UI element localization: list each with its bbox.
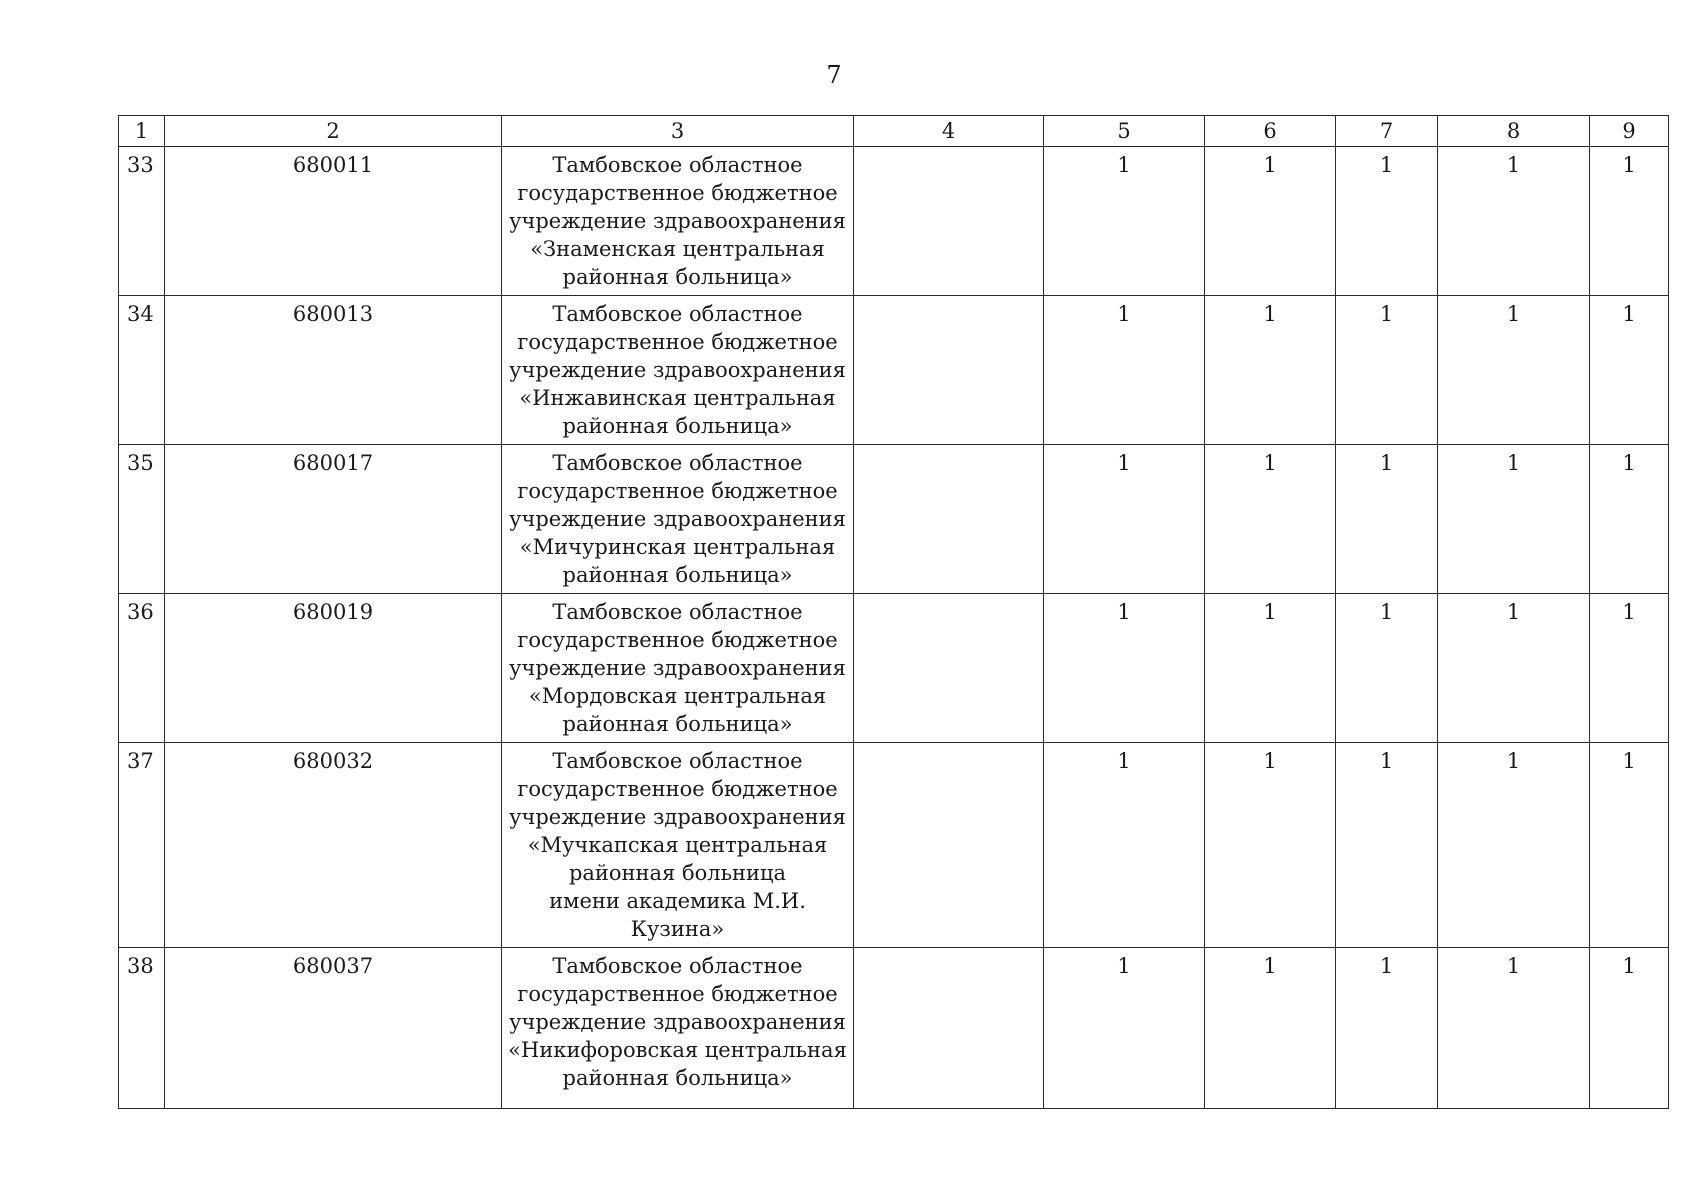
org-name-line: районная больница» bbox=[562, 414, 793, 438]
org-name-line: Тамбовское областное bbox=[552, 302, 803, 326]
col-4-cell bbox=[854, 594, 1044, 743]
col-7-cell: 1 bbox=[1336, 948, 1438, 1109]
col-8-cell: 1 bbox=[1438, 296, 1590, 445]
org-name-line: государственное бюджетное bbox=[517, 777, 838, 801]
col-5-cell: 1 bbox=[1044, 743, 1205, 948]
col-5-cell: 1 bbox=[1044, 594, 1205, 743]
row-number: 35 bbox=[119, 445, 165, 594]
org-name bbox=[502, 296, 854, 445]
org-name-line: учреждение здравоохранения bbox=[509, 209, 846, 233]
org-name-line: учреждение здравоохранения bbox=[509, 358, 846, 382]
org-name-line: имени академика М.И. Кузина» bbox=[549, 889, 806, 941]
col-6-cell: 1 bbox=[1205, 743, 1336, 948]
org-code: 680013 bbox=[165, 296, 502, 445]
row-number: 37 bbox=[119, 743, 165, 948]
org-name-line: учреждение здравоохранения bbox=[509, 1010, 846, 1034]
col-9-cell: 1 bbox=[1590, 296, 1669, 445]
org-name-line: районная больница» bbox=[562, 563, 793, 587]
header-col-1: 1 bbox=[119, 116, 165, 147]
org-name-line: «Инжавинская центральная bbox=[519, 386, 836, 410]
header-col-2: 2 bbox=[165, 116, 502, 147]
org-name bbox=[502, 594, 854, 743]
col-9-cell: 1 bbox=[1590, 948, 1669, 1109]
org-name-line: государственное бюджетное bbox=[517, 181, 838, 205]
col-8-cell: 1 bbox=[1438, 743, 1590, 948]
org-name-line: районная больница» bbox=[562, 712, 793, 736]
col-8-cell: 1 bbox=[1438, 445, 1590, 594]
row-number: 36 bbox=[119, 594, 165, 743]
col-6-cell: 1 bbox=[1205, 147, 1336, 296]
org-name bbox=[502, 948, 854, 1109]
org-name bbox=[502, 147, 854, 296]
row-number: 34 bbox=[119, 296, 165, 445]
org-name bbox=[502, 445, 854, 594]
table-row bbox=[119, 594, 1669, 743]
org-name-line: Тамбовское областное bbox=[552, 600, 803, 624]
col-8-cell: 1 bbox=[1438, 948, 1590, 1109]
col-4-cell bbox=[854, 147, 1044, 296]
col-9-cell: 1 bbox=[1590, 594, 1669, 743]
header-col-5: 5 bbox=[1044, 116, 1205, 147]
col-6-cell: 1 bbox=[1205, 296, 1336, 445]
org-name-line: учреждение здравоохранения bbox=[509, 656, 846, 680]
org-name-line: государственное бюджетное bbox=[517, 982, 838, 1006]
org-code: 680019 bbox=[165, 594, 502, 743]
col-4-cell bbox=[854, 296, 1044, 445]
col-4-cell bbox=[854, 445, 1044, 594]
org-name-line: «Знаменская центральная bbox=[530, 237, 825, 261]
org-name-line: «Мичуринская центральная bbox=[519, 535, 836, 559]
page-number: 7 bbox=[826, 61, 842, 89]
org-code: 680011 bbox=[165, 147, 502, 296]
row-number: 38 bbox=[119, 948, 165, 1109]
table-row bbox=[119, 296, 1669, 445]
col-4-cell bbox=[854, 948, 1044, 1109]
org-name-line: «Мордовская центральная bbox=[528, 684, 827, 708]
org-code: 680017 bbox=[165, 445, 502, 594]
org-name-line: «Мучкапская центральная bbox=[527, 833, 828, 857]
col-7-cell: 1 bbox=[1336, 147, 1438, 296]
org-name-line: районная больница bbox=[568, 861, 787, 885]
org-name-line: районная больница» bbox=[562, 1066, 793, 1090]
org-name-line: «Никифоровская центральная bbox=[508, 1038, 847, 1062]
data-table bbox=[118, 115, 1669, 1109]
table-row bbox=[119, 147, 1669, 296]
col-4-cell bbox=[854, 743, 1044, 948]
col-6-cell: 1 bbox=[1205, 594, 1336, 743]
header-row bbox=[119, 116, 1669, 147]
org-code: 680037 bbox=[165, 948, 502, 1109]
org-code: 680032 bbox=[165, 743, 502, 948]
header-col-4: 4 bbox=[854, 116, 1044, 147]
col-7-cell: 1 bbox=[1336, 445, 1438, 594]
col-9-cell: 1 bbox=[1590, 743, 1669, 948]
col-5-cell: 1 bbox=[1044, 296, 1205, 445]
org-name-line: государственное бюджетное bbox=[517, 628, 838, 652]
org-name-line: Тамбовское областное bbox=[552, 749, 803, 773]
org-name-line: учреждение здравоохранения bbox=[509, 805, 846, 829]
row-number: 33 bbox=[119, 147, 165, 296]
table-row bbox=[119, 743, 1669, 948]
col-7-cell: 1 bbox=[1336, 296, 1438, 445]
table-row bbox=[119, 948, 1669, 1109]
col-7-cell: 1 bbox=[1336, 594, 1438, 743]
col-6-cell: 1 bbox=[1205, 445, 1336, 594]
header-col-6: 6 bbox=[1205, 116, 1336, 147]
org-name bbox=[502, 743, 854, 948]
org-name-line: учреждение здравоохранения bbox=[509, 507, 846, 531]
col-7-cell: 1 bbox=[1336, 743, 1438, 948]
org-name-line: Тамбовское областное bbox=[552, 954, 803, 978]
col-6-cell: 1 bbox=[1205, 948, 1336, 1109]
org-name-line: государственное бюджетное bbox=[517, 330, 838, 354]
header-col-9: 9 bbox=[1590, 116, 1669, 147]
header-col-3: 3 bbox=[502, 116, 854, 147]
org-name-line: Тамбовское областное bbox=[552, 451, 803, 475]
col-9-cell: 1 bbox=[1590, 445, 1669, 594]
col-8-cell: 1 bbox=[1438, 594, 1590, 743]
col-5-cell: 1 bbox=[1044, 948, 1205, 1109]
col-8-cell: 1 bbox=[1438, 147, 1590, 296]
header-col-7: 7 bbox=[1336, 116, 1438, 147]
header-col-8: 8 bbox=[1438, 116, 1590, 147]
org-name-line: Тамбовское областное bbox=[552, 153, 803, 177]
col-9-cell: 1 bbox=[1590, 147, 1669, 296]
col-5-cell: 1 bbox=[1044, 445, 1205, 594]
col-5-cell: 1 bbox=[1044, 147, 1205, 296]
org-name-line: государственное бюджетное bbox=[517, 479, 838, 503]
table-row bbox=[119, 445, 1669, 594]
org-name-line: районная больница» bbox=[562, 265, 793, 289]
